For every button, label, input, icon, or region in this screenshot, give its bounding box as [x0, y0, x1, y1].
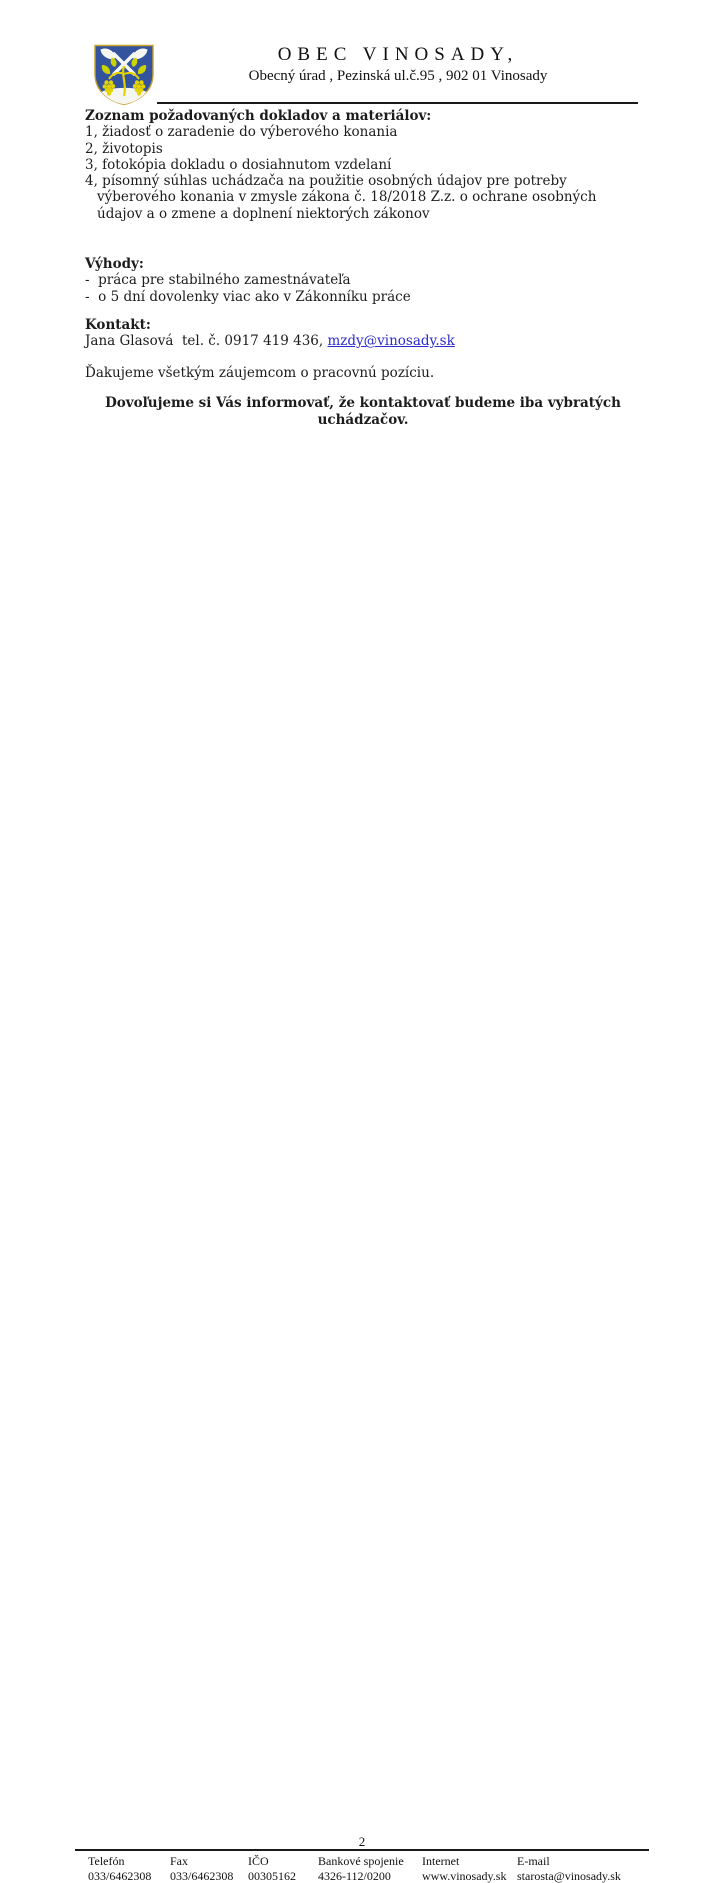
selection-notice	[85, 395, 641, 429]
contact-email-link[interactable]: mzdy@vinosady.sk	[327, 333, 454, 349]
contact-info-line	[85, 333, 641, 349]
document-body	[85, 108, 641, 428]
footer-value: starosta@vinosady.sk	[517, 1869, 648, 1883]
footer-label: E-mail	[517, 1854, 648, 1869]
document-list-item-continuation: údajov a o zmene a doplnení niektorých zákonov	[85, 206, 641, 222]
footer-label: Bankové spojenie	[318, 1854, 422, 1869]
footer-value: 4326-112/0200	[318, 1869, 422, 1883]
benefit-item: - o 5 dní dovolenky viac ako v Zákonníku práce	[85, 289, 641, 305]
footer-value: 033/6462308	[88, 1869, 170, 1883]
document-list-item: 1, žiadosť o zaradenie do výberového konania	[85, 124, 641, 140]
footer-label: IČO	[248, 1854, 318, 1869]
contact-text: Jana Glasová tel. č. 0917 419 436,	[85, 333, 327, 349]
footer-value: 00305162	[248, 1869, 318, 1883]
document-list-item: 3, fotokópia dokladu o dosiahnutom vzdelaní	[85, 157, 641, 173]
documents-heading: Zoznam požadovaných dokladov a materiálov:	[85, 108, 641, 124]
document-list-item: 4, písomný súhlas uchádzača na použitie osobných údajov pre potreby	[85, 173, 641, 189]
page-number: 2	[0, 1834, 724, 1850]
footer-col-bank	[318, 1854, 422, 1883]
footer-col-ico	[248, 1854, 318, 1883]
header-divider	[157, 102, 638, 104]
document-list-item: 2, životopis	[85, 141, 641, 157]
org-name: OBEC VINOSADY,	[158, 44, 638, 66]
org-address: Obecný úrad , Pezinská ul.č.95 , 902 01 Vinosady	[158, 68, 638, 85]
benefit-item: - práca pre stabilného zamestnávateľa	[85, 272, 641, 288]
footer-col-telefon	[88, 1854, 170, 1883]
footer-col-fax	[170, 1854, 248, 1883]
footer-label: Internet	[422, 1854, 517, 1869]
selection-notice-line2: uchádzačov.	[85, 412, 641, 429]
footer-col-email	[517, 1854, 648, 1883]
vinosady-coat-of-arms-icon	[90, 43, 158, 107]
benefits-heading: Výhody:	[85, 256, 641, 272]
header-text-block	[158, 44, 638, 85]
footer-col-internet	[422, 1854, 517, 1883]
document-header	[0, 0, 724, 110]
selection-notice-line1: Dovoľujeme si Vás informovať, že kontaktovať budeme iba vybratých	[85, 395, 641, 412]
footer-label: Fax	[170, 1854, 248, 1869]
thanks-text: Ďakujeme všetkým záujemcom o pracovnú pozíciu.	[85, 365, 641, 381]
footer-contact-columns	[88, 1854, 648, 1883]
footer-value: www.vinosady.sk	[422, 1869, 517, 1883]
footer-label: Telefón	[88, 1854, 170, 1869]
footer-value: 033/6462308	[170, 1869, 248, 1883]
document-list-item-continuation: výberového konania v zmysle zákona č. 18/2018 Z.z. o ochrane osobných	[85, 189, 641, 205]
document-footer	[0, 914, 724, 1024]
contact-heading: Kontakt:	[85, 317, 641, 333]
footer-divider	[75, 1849, 649, 1851]
